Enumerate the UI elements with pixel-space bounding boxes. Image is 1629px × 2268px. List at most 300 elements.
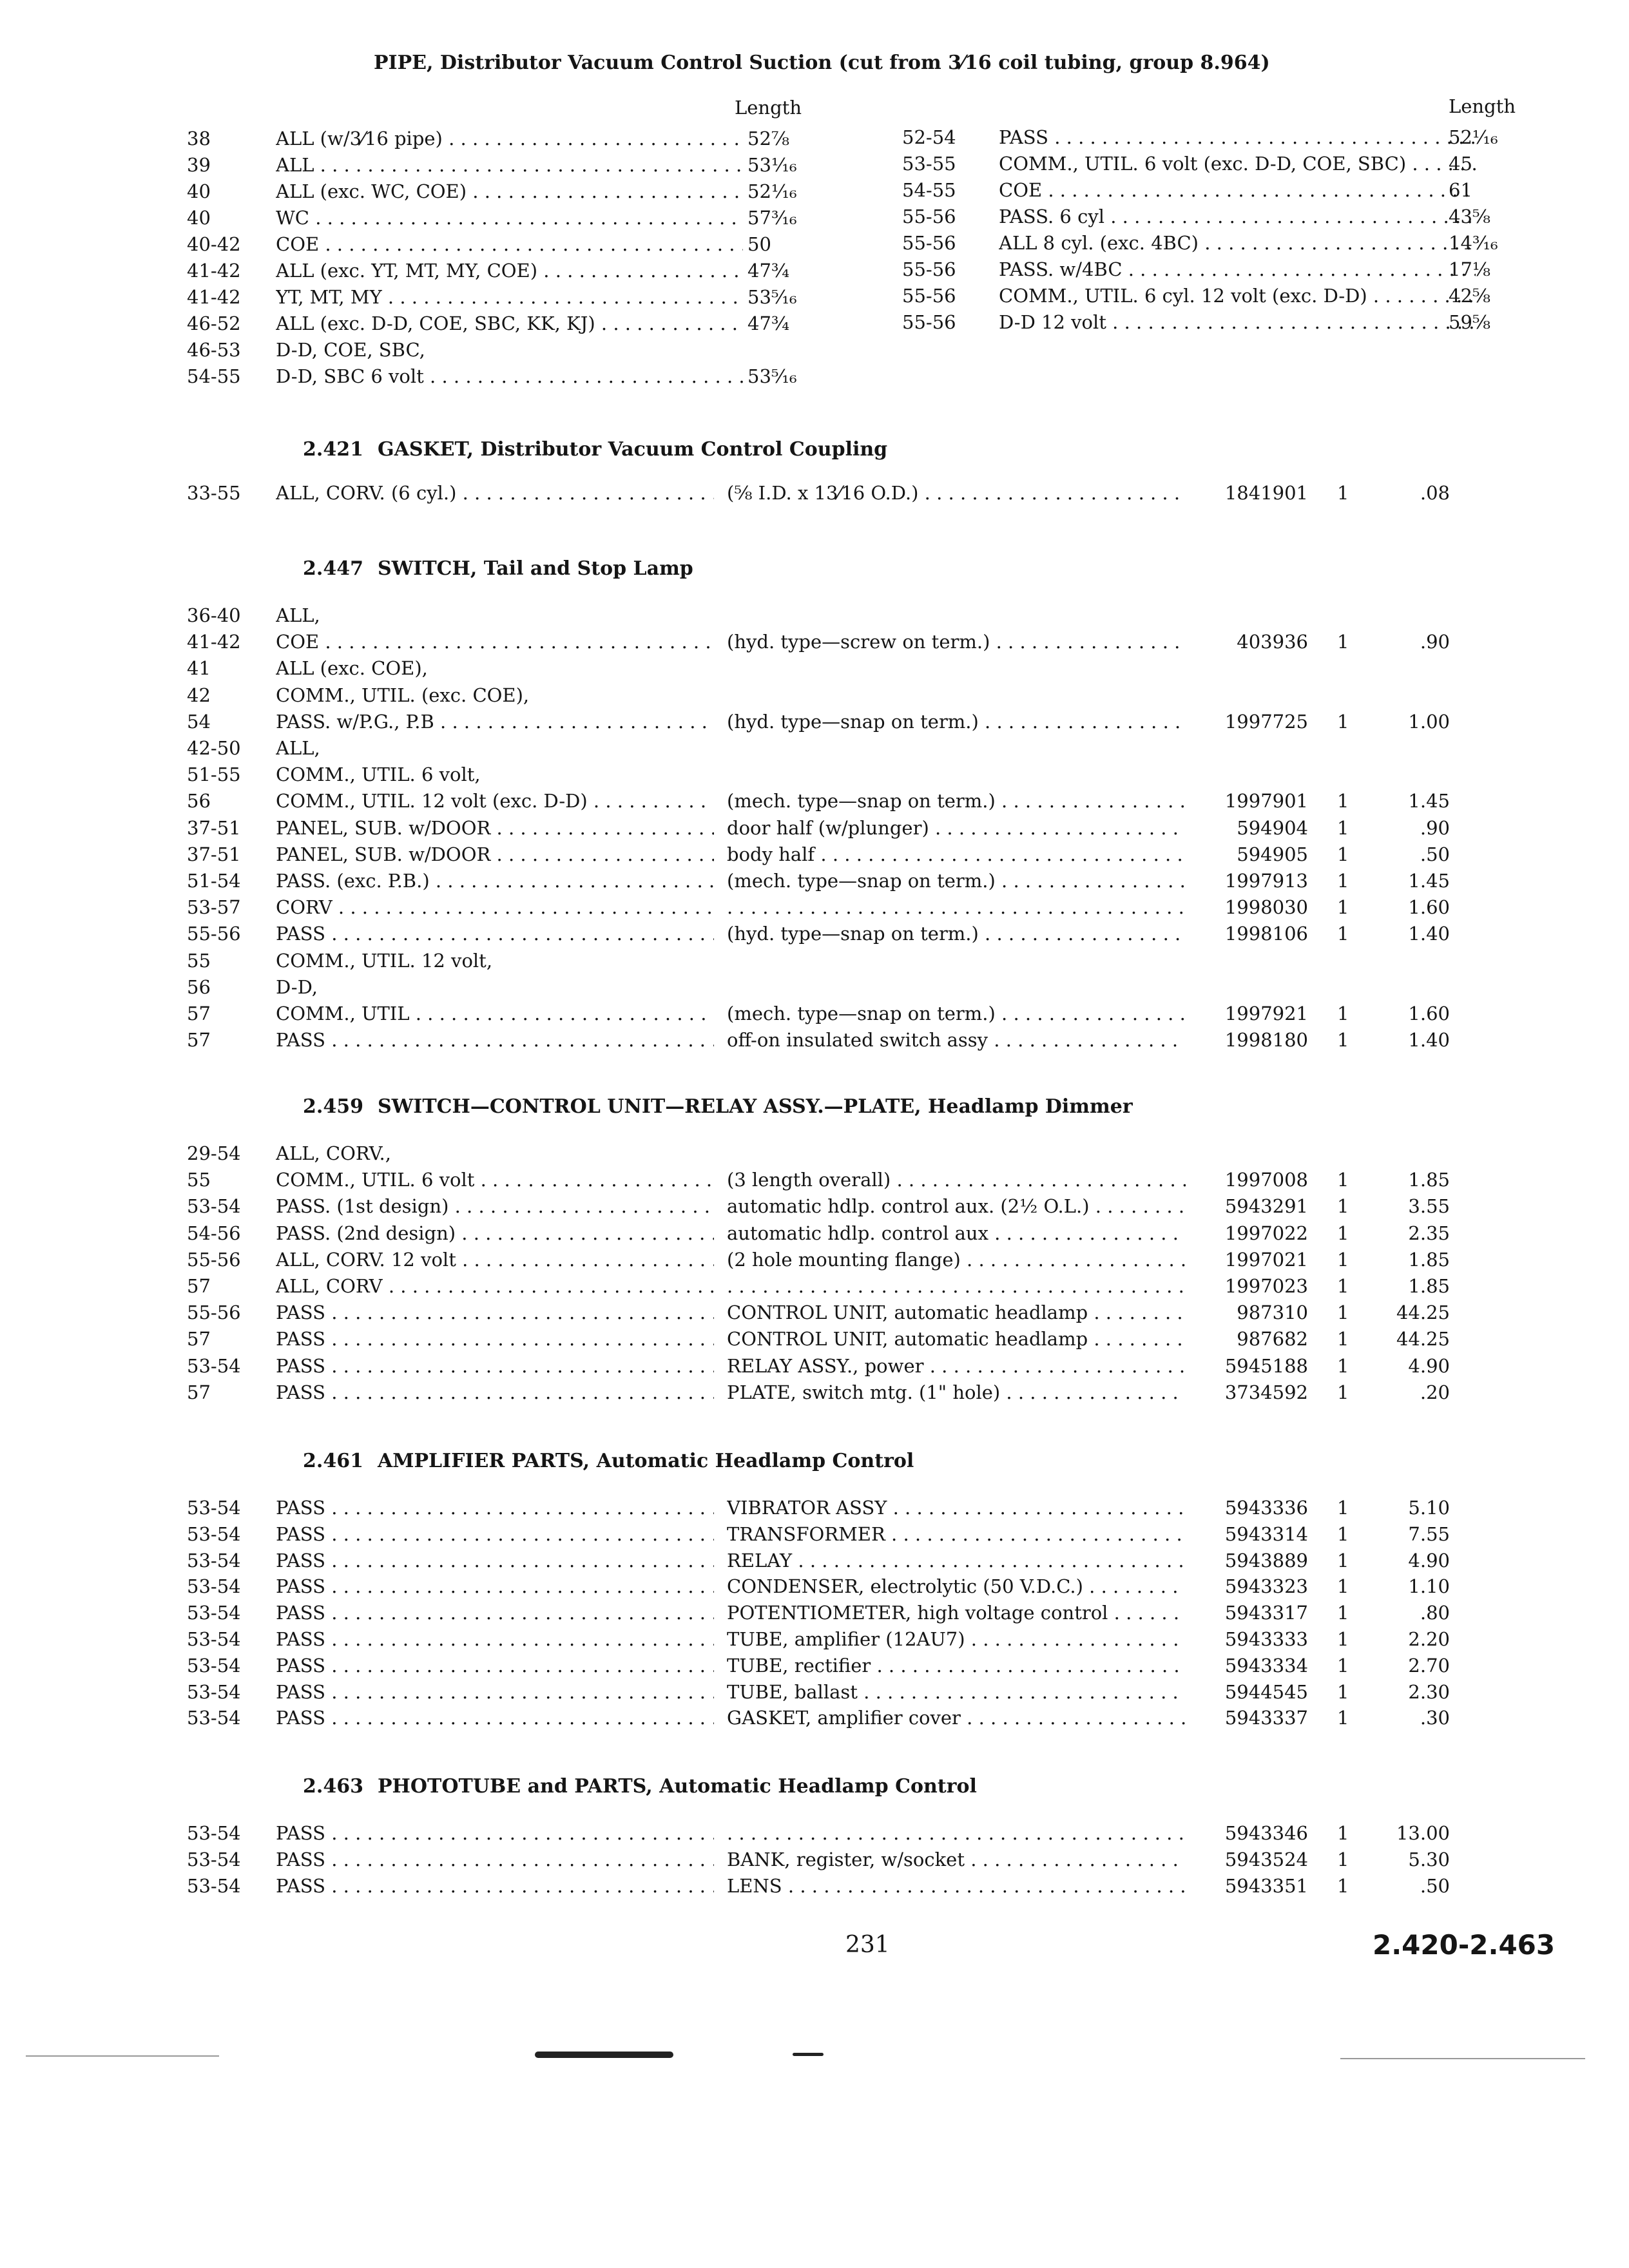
length-cell: 52¹⁄₁₆ [747, 180, 797, 202]
price-cell: 44.25 [1396, 1328, 1450, 1350]
table-row [187, 480, 1572, 506]
table-row [187, 1247, 1572, 1273]
model-cell: PASS . . . [276, 1495, 714, 1521]
year-cell: 55-56 [902, 206, 956, 227]
model-cell: PASS . . . [276, 1548, 714, 1573]
model-cell: PASS . . . [276, 1820, 714, 1846]
table-row [187, 709, 1572, 735]
scan-mark [793, 2053, 824, 2056]
model-cell: ALL (exc. YT, MT, MY, COE) . . . [276, 258, 743, 284]
quantity-cell: 1 [1337, 1003, 1349, 1024]
price-cell: 5.10 [1408, 1497, 1450, 1519]
year-cell: 53-54 [187, 1707, 241, 1729]
description-cell: LENS . . . [727, 1873, 1186, 1899]
quantity-cell: 1 [1337, 843, 1349, 865]
description-cell: POTENTIOMETER, high voltage control . . . [727, 1600, 1186, 1626]
quantity-cell: 1 [1337, 1169, 1349, 1191]
year-cell: 53-54 [187, 1497, 241, 1519]
price-cell: 1.45 [1408, 870, 1450, 892]
quantity-cell: 1 [1337, 1248, 1349, 1271]
description-cell: GASKET, amplifier cover . . . [727, 1705, 1186, 1731]
year-cell: 53-54 [187, 1195, 241, 1218]
year-cell: 41 [187, 657, 211, 680]
length-cell: 50 [747, 233, 771, 255]
year-cell: 42-50 [187, 737, 241, 759]
pipe-row [187, 126, 831, 151]
year-cell: 55-56 [187, 1302, 241, 1324]
pipe-row [902, 151, 1547, 177]
table-row [187, 629, 1572, 655]
part-number-cell: 5943323 [1224, 1575, 1308, 1598]
description-cell: RELAY ASSY., power . . . [727, 1353, 1186, 1379]
price-cell: 1.60 [1408, 1003, 1450, 1024]
table-row [187, 788, 1572, 814]
pipe-row [187, 363, 831, 389]
pipe-row [902, 309, 1547, 335]
quantity-cell: 1 [1337, 1195, 1349, 1218]
length-header-right: Length [1449, 95, 1516, 117]
section-header [303, 557, 693, 580]
description-cell: (hyd. type—snap on term.) . . . [727, 921, 1186, 947]
model-cell: PASS . . . [276, 1705, 714, 1731]
model-cell: PASS . . . [276, 1626, 714, 1652]
model-cell: COE . . . [276, 629, 714, 655]
length-cell: 59⅝ [1449, 311, 1491, 333]
part-number-cell: 1997021 [1224, 1248, 1308, 1271]
part-number-cell: 5943524 [1224, 1849, 1308, 1870]
model-cell: ALL, CORV. (6 cyl.) . . . [276, 480, 714, 506]
length-cell: 47¾ [747, 312, 790, 334]
price-cell: 1.60 [1408, 896, 1450, 919]
table-row [187, 602, 1572, 628]
model-cell: D-D, [276, 975, 318, 998]
description-cell [727, 894, 1186, 920]
part-number-cell: 1997022 [1224, 1222, 1308, 1244]
part-number-cell: 5945188 [1224, 1354, 1308, 1377]
table-row [187, 1326, 1572, 1352]
year-cell: 55 [187, 1169, 211, 1191]
model-cell: COMM., UTIL . . . [276, 1001, 714, 1026]
table-row [187, 1140, 1572, 1166]
table-row [187, 1220, 1572, 1246]
table-row [187, 1379, 1572, 1405]
model-cell: D-D, SBC 6 volt . . . [276, 363, 743, 389]
year-cell: 41-42 [187, 631, 241, 653]
price-cell: 1.85 [1408, 1248, 1450, 1271]
description-cell: TRANSFORMER . . . [727, 1521, 1186, 1547]
length-cell: 53¹⁄₁₆ [747, 154, 797, 176]
price-cell: 1.10 [1408, 1575, 1450, 1598]
year-cell: 51-54 [187, 870, 241, 892]
quantity-cell: 1 [1337, 1029, 1349, 1052]
year-cell: 53-54 [187, 1875, 241, 1897]
description-cell: off-on insulated switch assy . . . [727, 1027, 1186, 1053]
price-cell: 1.00 [1408, 710, 1450, 733]
quantity-cell: 1 [1337, 1302, 1349, 1324]
price-cell: 1.40 [1408, 923, 1450, 945]
table-row [187, 1167, 1572, 1193]
part-number-cell: 5943351 [1224, 1875, 1308, 1897]
quantity-cell: 1 [1337, 1523, 1349, 1545]
quantity-cell: 1 [1337, 816, 1349, 839]
length-cell: 53⁵⁄₁₆ [747, 286, 797, 308]
model-cell: D-D 12 volt . . . [999, 309, 1476, 335]
description-cell: body half . . . [727, 841, 1186, 867]
year-cell: 46-53 [187, 339, 241, 361]
year-cell: 55-56 [902, 232, 956, 254]
part-number-cell: 594904 [1237, 816, 1308, 839]
year-cell: 53-54 [187, 1575, 241, 1598]
model-cell: D-D, COE, SBC, [276, 339, 425, 361]
description-cell: TUBE, rectifier . . . [727, 1653, 1186, 1678]
price-cell: .90 [1420, 631, 1450, 653]
pipe-row [187, 284, 831, 310]
model-cell: PASS . . . [276, 1847, 714, 1872]
year-cell: 55-56 [902, 285, 956, 307]
quantity-cell: 1 [1337, 1654, 1349, 1677]
year-cell: 41-42 [187, 286, 241, 308]
pipe-row [187, 231, 831, 257]
model-cell: COMM., UTIL. 12 volt (exc. D-D) . . . [276, 788, 714, 814]
part-number-cell: 403936 [1237, 631, 1308, 653]
part-number-cell: 1997023 [1224, 1275, 1308, 1297]
scan-edge-left [26, 2055, 219, 2057]
group-range: 2.420-2.463 [1373, 1929, 1556, 1961]
table-row [187, 1300, 1572, 1325]
length-cell: 42⅝ [1449, 285, 1491, 307]
year-cell: 57 [187, 1275, 211, 1297]
year-cell: 39 [187, 154, 211, 176]
model-cell: PASS. w/P.G., P.B . . . [276, 709, 714, 735]
model-cell: PASS. (2nd design) . . . [276, 1220, 714, 1246]
table-row [187, 974, 1572, 1000]
year-cell: 53-54 [187, 1549, 241, 1571]
model-cell: COMM., UTIL. (exc. COE), [276, 684, 530, 706]
pipe-row [187, 205, 831, 231]
table-row [187, 815, 1572, 841]
table-row [187, 1495, 1572, 1521]
model-cell: PASS. 6 cyl . . . [999, 204, 1476, 229]
part-number-cell: 1997008 [1224, 1169, 1308, 1191]
section-title: SWITCH—CONTROL UNIT—RELAY ASSY.—PLATE, Headlamp Dimmer [377, 1095, 1133, 1118]
year-cell: 40 [187, 180, 211, 202]
pipe-row [902, 256, 1547, 282]
model-cell: PASS . . . [276, 1379, 714, 1405]
model-cell: COE . . . [999, 177, 1476, 203]
model-cell: PASS . . . [276, 1326, 714, 1352]
model-cell: COMM., UTIL. 6 volt, [276, 764, 481, 786]
section-title: SWITCH, Tail and Stop Lamp [377, 557, 693, 580]
price-cell: 4.90 [1408, 1354, 1450, 1377]
model-cell: ALL, [276, 604, 320, 626]
price-cell: 1.85 [1408, 1169, 1450, 1191]
table-row [187, 682, 1572, 708]
year-cell: 52-54 [902, 126, 956, 148]
year-cell: 53-54 [187, 1654, 241, 1677]
description-cell: CONDENSER, electrolytic (50 V.D.C.) . . . [727, 1573, 1186, 1599]
model-cell: PASS . . . [999, 124, 1476, 150]
quantity-cell: 1 [1337, 1497, 1349, 1519]
price-cell: 44.25 [1396, 1302, 1450, 1324]
part-number-cell: 5943333 [1224, 1628, 1308, 1650]
table-row [187, 1001, 1572, 1026]
pipe-row [187, 258, 831, 284]
year-cell: 40 [187, 207, 211, 229]
section-header [303, 438, 887, 461]
description-cell: (hyd. type—screw on term.) . . . [727, 629, 1186, 655]
length-cell: 45 [1449, 153, 1472, 175]
year-cell: 53-55 [902, 153, 956, 175]
year-cell: 53-54 [187, 1354, 241, 1377]
price-cell: .80 [1420, 1602, 1450, 1624]
table-row [187, 1653, 1572, 1678]
section-header [303, 1095, 1133, 1118]
length-cell: 17⅛ [1449, 258, 1491, 280]
model-cell: YT, MT, MY . . . [276, 284, 743, 310]
year-cell: 46-52 [187, 312, 241, 334]
year-cell: 53-54 [187, 1523, 241, 1545]
length-cell: 61 [1449, 179, 1472, 201]
section-number: 2.447 [303, 557, 363, 580]
year-cell: 55 [187, 949, 211, 972]
price-cell: 2.20 [1408, 1628, 1450, 1650]
section-header [303, 1450, 914, 1472]
part-number-cell: 5943334 [1224, 1654, 1308, 1677]
year-cell: 54 [187, 710, 211, 733]
table-row [187, 762, 1572, 787]
price-cell: 3.55 [1408, 1195, 1450, 1218]
length-header-left: Length [735, 97, 802, 119]
model-cell: COMM., UTIL. 6 cyl. 12 volt (exc. D-D) . . . [999, 283, 1476, 309]
table-row [187, 1679, 1572, 1705]
table-row [187, 1548, 1572, 1573]
year-cell: 57 [187, 1328, 211, 1350]
quantity-cell: 1 [1337, 1849, 1349, 1870]
table-row [187, 841, 1572, 867]
description-cell: VIBRATOR ASSY . . . [727, 1495, 1186, 1521]
description-cell: automatic hdlp. control aux. (2½ O.L.) . . . [727, 1193, 1186, 1219]
part-number-cell: 3734592 [1224, 1381, 1308, 1403]
quantity-cell: 1 [1337, 1275, 1349, 1297]
description-cell: (hyd. type—snap on term.) . . . [727, 709, 1186, 735]
description-cell: BANK, register, w/socket . . . [727, 1847, 1186, 1872]
part-number-cell: 1997725 [1224, 710, 1308, 733]
year-cell: 57 [187, 1029, 211, 1052]
model-cell: PASS . . . [276, 1653, 714, 1678]
section-number: 2.461 [303, 1450, 363, 1472]
model-cell: CORV . . . [276, 894, 714, 920]
year-cell: 38 [187, 128, 211, 149]
model-cell: PASS . . . [276, 1027, 714, 1053]
model-cell: ALL 8 cyl. (exc. 4BC) . . . [999, 230, 1476, 256]
pipe-row [902, 177, 1547, 203]
model-cell: ALL (exc. WC, COE) . . . [276, 178, 743, 204]
table-row [187, 1705, 1572, 1731]
price-cell: 1.45 [1408, 790, 1450, 812]
part-number-cell: 1997901 [1224, 790, 1308, 812]
scan-smudge [535, 2052, 673, 2058]
description-cell: PLATE, switch mtg. (1" hole) . . . [727, 1379, 1186, 1405]
description-cell [727, 1273, 1186, 1299]
table-row [187, 1521, 1572, 1547]
pipe-row [187, 152, 831, 178]
table-row [187, 1193, 1572, 1219]
length-cell: 14³⁄₁₆ [1449, 232, 1498, 254]
quantity-cell: 1 [1337, 923, 1349, 945]
quantity-cell: 1 [1337, 1680, 1349, 1703]
model-cell: PASS . . . [276, 1573, 714, 1599]
model-cell: COE . . . [276, 231, 743, 257]
table-row [187, 894, 1572, 920]
pipe-row [902, 204, 1547, 229]
section-header [303, 1775, 977, 1798]
quantity-cell: 1 [1337, 482, 1349, 504]
table-row [187, 735, 1572, 761]
description-cell: TUBE, ballast . . . [727, 1679, 1186, 1705]
table-row [187, 1600, 1572, 1626]
part-number-cell: 5943291 [1224, 1195, 1308, 1218]
model-cell: PANEL, SUB. w/DOOR . . . [276, 815, 714, 841]
quantity-cell: 1 [1337, 1875, 1349, 1897]
year-cell: 53-54 [187, 1602, 241, 1624]
pipe-row [902, 283, 1547, 309]
model-cell: PASS . . . [276, 1873, 714, 1899]
year-cell: 57 [187, 1003, 211, 1024]
part-number-cell: 1997913 [1224, 870, 1308, 892]
description-cell: (mech. type—snap on term.) . . . [727, 868, 1186, 894]
pipe-row [187, 178, 831, 204]
quantity-cell: 1 [1337, 1222, 1349, 1244]
section-number: 2.459 [303, 1095, 363, 1118]
model-cell: WC . . . [276, 205, 743, 231]
part-number-cell: 5943889 [1224, 1549, 1308, 1571]
model-cell: PASS . . . [276, 1300, 714, 1325]
model-cell: COMM., UTIL. 6 volt . . . [276, 1167, 714, 1193]
pipe-row [902, 124, 1547, 150]
scan-edge-right [1340, 2058, 1585, 2059]
page-number: 231 [845, 1932, 890, 1958]
description-cell: automatic hdlp. control aux . . . [727, 1220, 1186, 1246]
model-cell: COMM., UTIL. 12 volt, [276, 949, 493, 972]
model-cell: PASS . . . [276, 1521, 714, 1547]
quantity-cell: 1 [1337, 790, 1349, 812]
description-cell: door half (w/plunger) . . . [727, 815, 1186, 841]
description-cell: (2 hole mounting flange) . . . [727, 1247, 1186, 1273]
quantity-cell: 1 [1337, 1602, 1349, 1624]
pipe-row [187, 337, 831, 363]
quantity-cell: 1 [1337, 1707, 1349, 1729]
table-row [187, 1847, 1572, 1872]
table-row [187, 868, 1572, 894]
part-number-cell: 594905 [1237, 843, 1308, 865]
year-cell: 41-42 [187, 260, 241, 282]
section-title: AMPLIFIER PARTS, Automatic Headlamp Control [377, 1450, 914, 1472]
price-cell: .50 [1420, 1875, 1450, 1897]
year-cell: 37-51 [187, 843, 241, 865]
year-cell: 33-55 [187, 482, 241, 504]
price-cell: .90 [1420, 816, 1450, 839]
price-cell: .30 [1420, 1707, 1450, 1729]
year-cell: 55-56 [187, 1248, 241, 1271]
quantity-cell: 1 [1337, 1628, 1349, 1650]
section-number: 2.421 [303, 438, 363, 461]
part-number-cell: 1998180 [1224, 1029, 1308, 1052]
part-number-cell: 5943317 [1224, 1602, 1308, 1624]
length-cell: 52⅞ [747, 128, 790, 149]
year-cell: 57 [187, 1381, 211, 1403]
description-cell: (3 length overall) . . . [727, 1167, 1186, 1193]
table-row [187, 655, 1572, 681]
description-cell: CONTROL UNIT, automatic headlamp . . . [727, 1300, 1186, 1325]
part-number-cell: 1841901 [1224, 482, 1308, 504]
table-row [187, 948, 1572, 974]
pipe-row [187, 311, 831, 336]
description-cell: (mech. type—snap on term.) . . . [727, 1001, 1186, 1026]
model-cell: PASS. (exc. P.B.) . . . [276, 868, 714, 894]
model-cell: COMM., UTIL. 6 volt (exc. D-D, COE, SBC) . . . [999, 151, 1476, 177]
model-cell: ALL, CORV. 12 volt . . . [276, 1247, 714, 1273]
model-cell: PANEL, SUB. w/DOOR . . . [276, 841, 714, 867]
model-cell: PASS. (1st design) . . . [276, 1193, 714, 1219]
model-cell: ALL (exc. COE), [276, 657, 428, 680]
quantity-cell: 1 [1337, 710, 1349, 733]
model-cell: ALL . . . [276, 152, 743, 178]
model-cell: ALL, [276, 737, 320, 759]
description-cell: CONTROL UNIT, automatic headlamp . . . [727, 1326, 1186, 1352]
pipe-section-title: PIPE, Distributor Vacuum Control Suction (cut from 3⁄16 coil tubing, group 8.964) [374, 52, 1270, 74]
part-number-cell: 5944545 [1224, 1680, 1308, 1703]
part-number-cell: 5943336 [1224, 1497, 1308, 1519]
pipe-row [902, 230, 1547, 256]
length-cell: 43⁵⁄₈ [1449, 206, 1490, 227]
model-cell: PASS. w/4BC . . . [999, 256, 1476, 282]
year-cell: 53-54 [187, 1822, 241, 1844]
length-cell: 52¹⁄₁₆ [1449, 126, 1498, 148]
price-cell: 2.70 [1408, 1654, 1450, 1677]
quantity-cell: 1 [1337, 1822, 1349, 1844]
price-cell: .08 [1420, 482, 1450, 504]
table-row [187, 1626, 1572, 1652]
year-cell: 40-42 [187, 233, 241, 255]
description-cell [727, 1820, 1186, 1846]
length-cell: 47¾ [747, 260, 790, 282]
price-cell: .50 [1420, 843, 1450, 865]
year-cell: 55-56 [187, 923, 241, 945]
quantity-cell: 1 [1337, 1354, 1349, 1377]
price-cell: 1.85 [1408, 1275, 1450, 1297]
year-cell: 53-54 [187, 1680, 241, 1703]
quantity-cell: 1 [1337, 870, 1349, 892]
length-cell: 57³⁄₁₆ [747, 207, 797, 229]
quantity-cell: 1 [1337, 1549, 1349, 1571]
part-number-cell: 5943346 [1224, 1822, 1308, 1844]
year-cell: 51-55 [187, 764, 241, 786]
model-cell: ALL (exc. D-D, COE, SBC, KK, KJ) . . . [276, 311, 743, 336]
part-number-cell: 1997921 [1224, 1003, 1308, 1024]
description-cell: (⅝ I.D. x 13⁄16 O.D.) . . . [727, 480, 1186, 506]
year-cell: 37-51 [187, 816, 241, 839]
model-cell: PASS . . . [276, 921, 714, 947]
quantity-cell: 1 [1337, 1381, 1349, 1403]
year-cell: 55-56 [902, 311, 956, 333]
year-cell: 56 [187, 790, 211, 812]
year-cell: 55-56 [902, 258, 956, 280]
price-cell: 4.90 [1408, 1549, 1450, 1571]
table-row [187, 1273, 1572, 1299]
price-cell: 2.30 [1408, 1680, 1450, 1703]
model-cell: ALL (w/3⁄16 pipe) . . . [276, 126, 743, 151]
year-cell: 53-54 [187, 1628, 241, 1650]
